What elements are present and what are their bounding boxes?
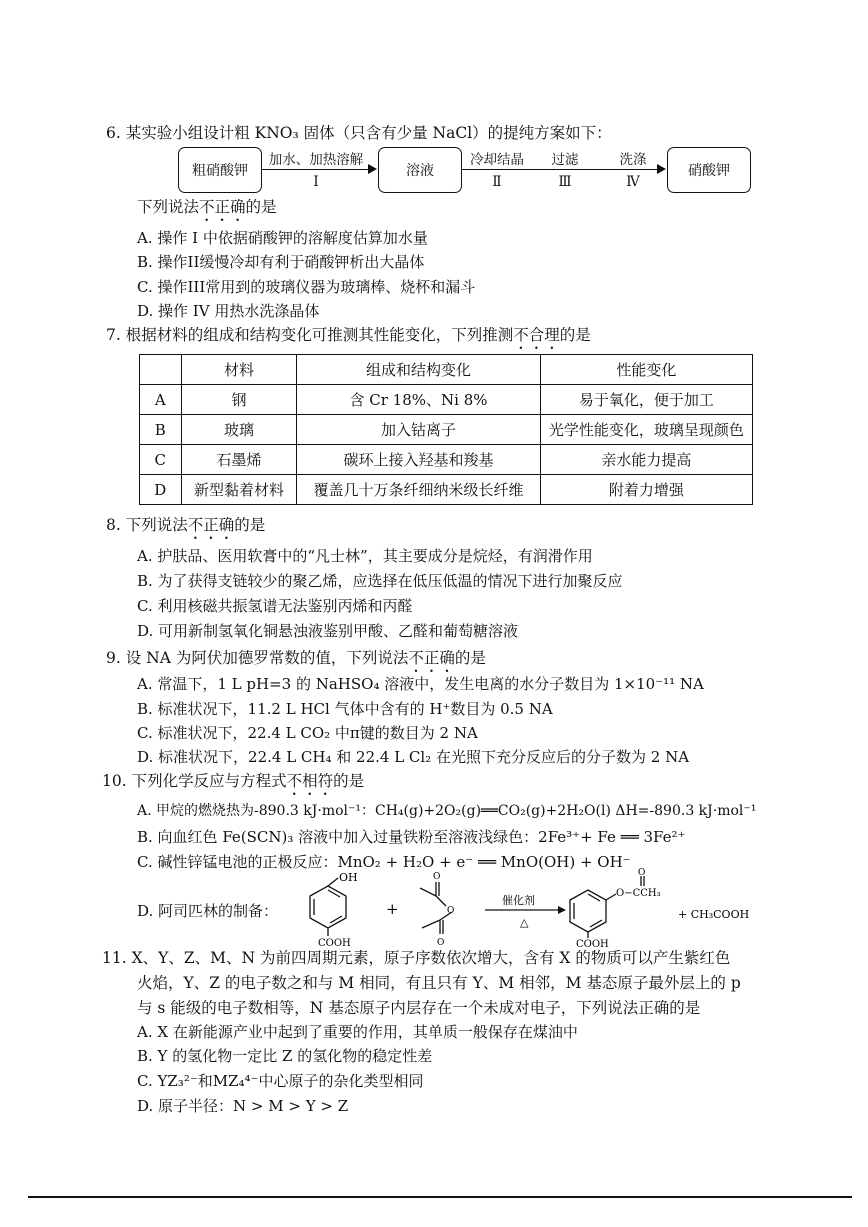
table-header-cell <box>140 355 182 385</box>
table-header-cell: 性能变化 <box>540 355 752 385</box>
flow-arrow-2 <box>461 169 657 170</box>
acetyl-ester-label: O−CCH₃ <box>616 888 661 899</box>
q11-stem-line1: 11. X、Y、Z、M、N 为前四周期元素，原子序数依次增大，含有 X 的物质可以产生紫红色 <box>102 949 731 967</box>
plus-sign: + <box>386 900 399 918</box>
q8-option-d: D. 可用新制氢氧化铜悬浊液鉴别甲酸、乙醛和葡萄糖溶液 <box>137 622 519 640</box>
q10-option-a: A. 甲烷的燃烧热为-890.3 kJ·mol⁻¹：CH₄(g)+2O₂(g)══CO₂(g)+2H₂O(l) ΔH=-890.3 kJ·mol⁻¹ <box>137 803 757 819</box>
q7-stem: 7. 根据材料的组成和结构变化可推测其性能变化，下列推测不合理的是 <box>106 326 591 344</box>
flow-step1-label: 加水、加热溶解 <box>268 152 364 168</box>
flow-arrow-1 <box>261 169 369 170</box>
q11-option-d: D. 原子半径：N > M > Y > Z <box>137 1097 349 1115</box>
table-row <box>140 415 753 445</box>
carboxyl-label-product: COOH <box>576 939 609 948</box>
table-cell: 钢 <box>181 385 297 415</box>
table-cell: 含 Cr 18%、Ni 8% <box>297 385 540 415</box>
q11-option-c: C. YZ₃²⁻和MZ₄⁴⁻中心原子的杂化类型相同 <box>137 1072 424 1090</box>
flow-step3-label: 过滤 <box>551 152 579 168</box>
flow-box-pure-kno3: 硝酸钾 <box>667 147 751 193</box>
flow-step2-label: 冷却结晶 <box>470 152 524 168</box>
q6-option-b: B. 操作II缓慢冷却有利于硝酸钾析出大晶体 <box>137 253 425 271</box>
table-cell: 碳环上接入羟基和羧基 <box>297 445 540 475</box>
q6-option-c: C. 操作III常用到的玻璃仪器为玻璃棒、烧杯和漏斗 <box>137 278 476 296</box>
q11-stem-line2: 火焰，Y、Z 的电子数之和与 M 相同，有且只有 Y、M 相邻，M 基态原子最外层上的 p <box>137 974 741 992</box>
hydroxyl-label: OH <box>339 871 358 884</box>
q10-stem: 10. 下列化学反应与方程式不相符的是 <box>102 772 365 790</box>
oxygen-label: O <box>433 872 441 882</box>
table-row <box>140 385 753 415</box>
acetic-acid-product: + CH₃COOH <box>678 908 750 921</box>
table-cell: B <box>140 415 182 445</box>
flow-step4-label: 洗涤 <box>619 152 647 168</box>
q10-option-d-label: D. 阿司匹林的制备： <box>137 902 279 920</box>
q11-option-b: B. Y 的氢化物一定比 Z 的氢化物的稳定性差 <box>137 1047 433 1065</box>
oxygen-label: O <box>447 906 455 916</box>
aspirin-structure <box>570 876 644 938</box>
carboxyl-label-reactant: COOH <box>318 938 351 948</box>
q11-option-a: A. X 在新能源产业中起到了重要的作用，其单质一般保存在煤油中 <box>137 1023 578 1041</box>
table-cell: D <box>140 475 182 505</box>
oxygen-label: O <box>437 938 445 948</box>
table-cell: 光学性能变化，玻璃呈现颜色 <box>540 415 752 445</box>
aspirin-reaction-scheme <box>280 868 780 948</box>
q6-prompt: 下列说法不正确的是 <box>137 198 277 216</box>
table-row <box>140 475 753 505</box>
table-cell: 亲水能力提高 <box>540 445 752 475</box>
flow-box-solution: 溶液 <box>378 147 462 193</box>
q7-table <box>139 354 753 505</box>
q10-option-b: B. 向血红色 Fe(SCN)₃ 溶液中加入过量铁粉至溶液浅绿色：2Fe³⁺+ Fe ══ 3Fe²⁺ <box>137 828 686 846</box>
arrow-right-icon <box>657 164 666 174</box>
heat-label: △ <box>520 916 529 929</box>
table-cell: 附着力增强 <box>540 475 752 505</box>
flow-step1-num: Ⅰ <box>313 174 319 190</box>
q11-stem-line3: 与 s 能级的电子数相等，N 基态原子内层存在一个未成对电子，下列说法正确的是 <box>137 999 701 1017</box>
q8-option-c: C. 利用核磁共振氢谱无法鉴别丙烯和丙醛 <box>137 597 413 615</box>
table-cell: 覆盖几十万条纤细纳米级长纤维 <box>297 475 540 505</box>
q6-option-a: A. 操作 I 中依据硝酸钾的溶解度估算加水量 <box>137 229 428 247</box>
q9-option-b: B. 标准状况下，11.2 L HCl 气体中含有的 H⁺数目为 0.5 NA <box>137 700 553 718</box>
salicylic-acid-structure <box>310 878 346 936</box>
table-cell: 易于氧化，便于加工 <box>540 385 752 415</box>
q6-option-d: D. 操作 IV 用热水洗涤晶体 <box>137 302 320 320</box>
q8-option-b: B. 为了获得支链较少的聚乙烯，应选择在低压低温的情况下进行加聚反应 <box>137 572 623 590</box>
table-cell: 玻璃 <box>181 415 297 445</box>
q8-option-a: A. 护肤品、医用软膏中的“凡士林”，其主要成分是烷烃，有润滑作用 <box>137 547 593 565</box>
flow-step3-num: Ⅲ <box>558 174 572 190</box>
table-header-cell: 材料 <box>181 355 297 385</box>
q8-stem: 8. 下列说法不正确的是 <box>106 516 266 534</box>
table-cell: A <box>140 385 182 415</box>
q9-option-c: C. 标准状况下，22.4 L CO₂ 中π键的数目为 2 NA <box>137 724 478 742</box>
table-header-row <box>140 355 753 385</box>
q9-option-d: D. 标准状况下，22.4 L CH₄ 和 22.4 L Cl₂ 在光照下充分反应后的分子数为 2 NA <box>137 748 690 766</box>
q9-stem: 9. 设 NA 为阿伏加德罗常数的值，下列说法不正确的是 <box>106 649 486 667</box>
flow-step2-num: Ⅱ <box>492 174 502 190</box>
table-row <box>140 445 753 475</box>
q6-stem: 6. 某实验小组设计粗 KNO₃ 固体（只含有少量 NaCl）的提纯方案如下： <box>106 124 612 142</box>
table-header-cell: 组成和结构变化 <box>297 355 540 385</box>
page-bottom-rule <box>28 1196 852 1198</box>
flow-step4-num: Ⅳ <box>626 174 640 190</box>
flow-box-crude-kno3: 粗硝酸钾 <box>178 147 262 193</box>
table-cell: C <box>140 445 182 475</box>
q9-option-a: A. 常温下，1 L pH=3 的 NaHSO₄ 溶液中，发生电离的水分子数目为 1×10⁻¹¹ NA <box>137 675 704 693</box>
arrow-right-icon <box>558 906 566 914</box>
q10-option-c: C. 碱性锌锰电池的正极反应：MnO₂ + H₂O + e⁻ ══ MnO(OH) + OH⁻ <box>137 853 631 871</box>
table-cell: 新型黏着材料 <box>181 475 297 505</box>
oxygen-label: O <box>638 868 646 878</box>
table-cell: 石墨烯 <box>181 445 297 475</box>
catalyst-label: 催化剂 <box>502 894 535 907</box>
table-cell: 加入钴离子 <box>297 415 540 445</box>
